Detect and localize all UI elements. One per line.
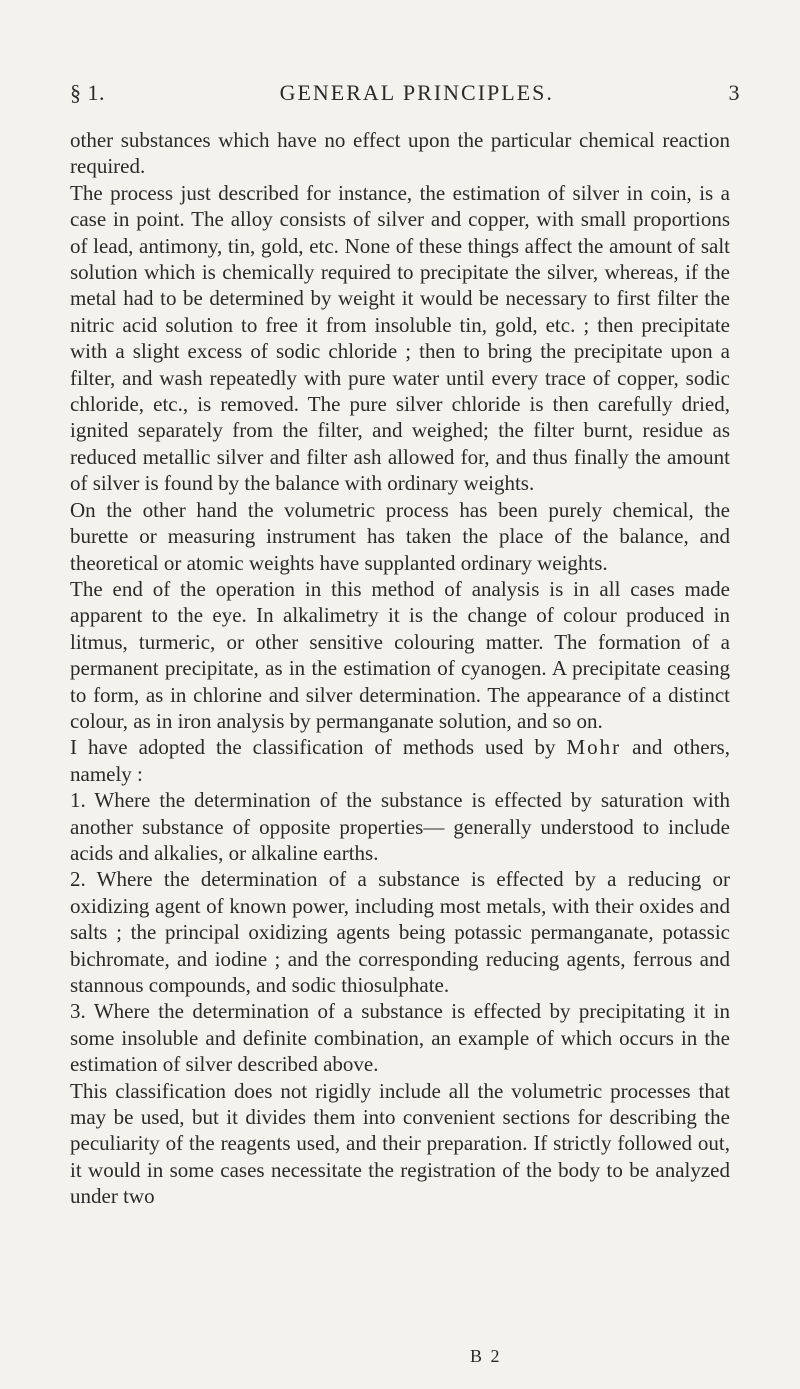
- body-text: [70, 127, 730, 1210]
- classification-intro: [70, 734, 730, 787]
- list-item: 2. Where the determination of a substance is effected by a reducing or oxidizing agent of known power, including most metals, with their oxides and salts ; the principal oxidizing agents being potassic permanganate, potassic bichromate, and iodine ; and the corresponding reducing agents, ferrous and stannous compounds, and sodic thiosulphate.: [70, 867, 730, 997]
- author-name: Mohr: [566, 735, 622, 760]
- paragraph: The end of the operation in this method of analysis is in all cases made apparent to the eye. In alkalimetry it is the change of colour produced in litmus, turmeric, or other sensitive colouring matter. The formation of a permanent precipitate, as in the estimation of cyanogen. A precipitate ceasing to form, as in chlorine and silver determination. The appearance of a distinct colour, as in iron analysis by permanganate solution, and so on.: [70, 576, 730, 733]
- chapter-title: GENERAL PRINCIPLES.: [279, 80, 554, 105]
- closing-paragraph: This classification does not rigidly include all the volumetric processes that may be used, but it divides them into convenient sections for describing the peculiarity of the reagents used, and their preparation. If strictly followed out, it would in some cases necessitate the registration of the body to be analyzed under two: [70, 1078, 730, 1209]
- intro-before: I have adopted the classification of methods used by: [70, 735, 567, 760]
- running-head: [70, 80, 740, 116]
- intro-after: and others, namely :: [70, 735, 730, 786]
- paragraph: On the other hand the volumetric process has been purely chemical, the burette or measuring instrument has taken the place of the balance, and theoretical or atomic weights have supplanted ordinary weights.: [70, 497, 730, 575]
- page-number: 3: [728, 80, 740, 105]
- signature-mark: B 2: [470, 1346, 502, 1366]
- section-number: § 1.: [70, 80, 105, 105]
- paragraph: other substances which have no effect upon the particular chemical reaction required.: [70, 128, 730, 179]
- list-item: 3. Where the determination of a substance is effected by precipitating it in some insoluble and definite combination, an example of which occurs in the estimation of silver described above.: [70, 999, 730, 1077]
- list-item: 1. Where the determination of the substance is effected by saturation with another substance of opposite properties— generally understood to include acids and alkalies, or alkaline earths.: [70, 788, 730, 865]
- paragraph: The process just described for instance, the estimation of silver in coin, is a case in point. The alloy consists of silver and copper, with small proportions of lead, antimony, tin, gold, etc. None of these things affect the amount of salt solution which is chemically required to precipitate the silver, whereas, if the metal had to be determined by weight it would be necessary to first filter the nitric acid solution to free it from insoluble tin, gold, etc. ; then precipitate with a slight excess of sodic chloride ; then to bring the precipitate upon a filter, and wash repeatedly with pure water until every trace of copper, sodic chloride, etc., is removed. The pure silver chloride is then carefully dried, ignited separately from the filter, and weighed; the filter burnt, residue as reduced metallic silver and filter ash allowed for, and thus finally the amount of silver is found by the balance with ordinary weights.: [70, 180, 730, 496]
